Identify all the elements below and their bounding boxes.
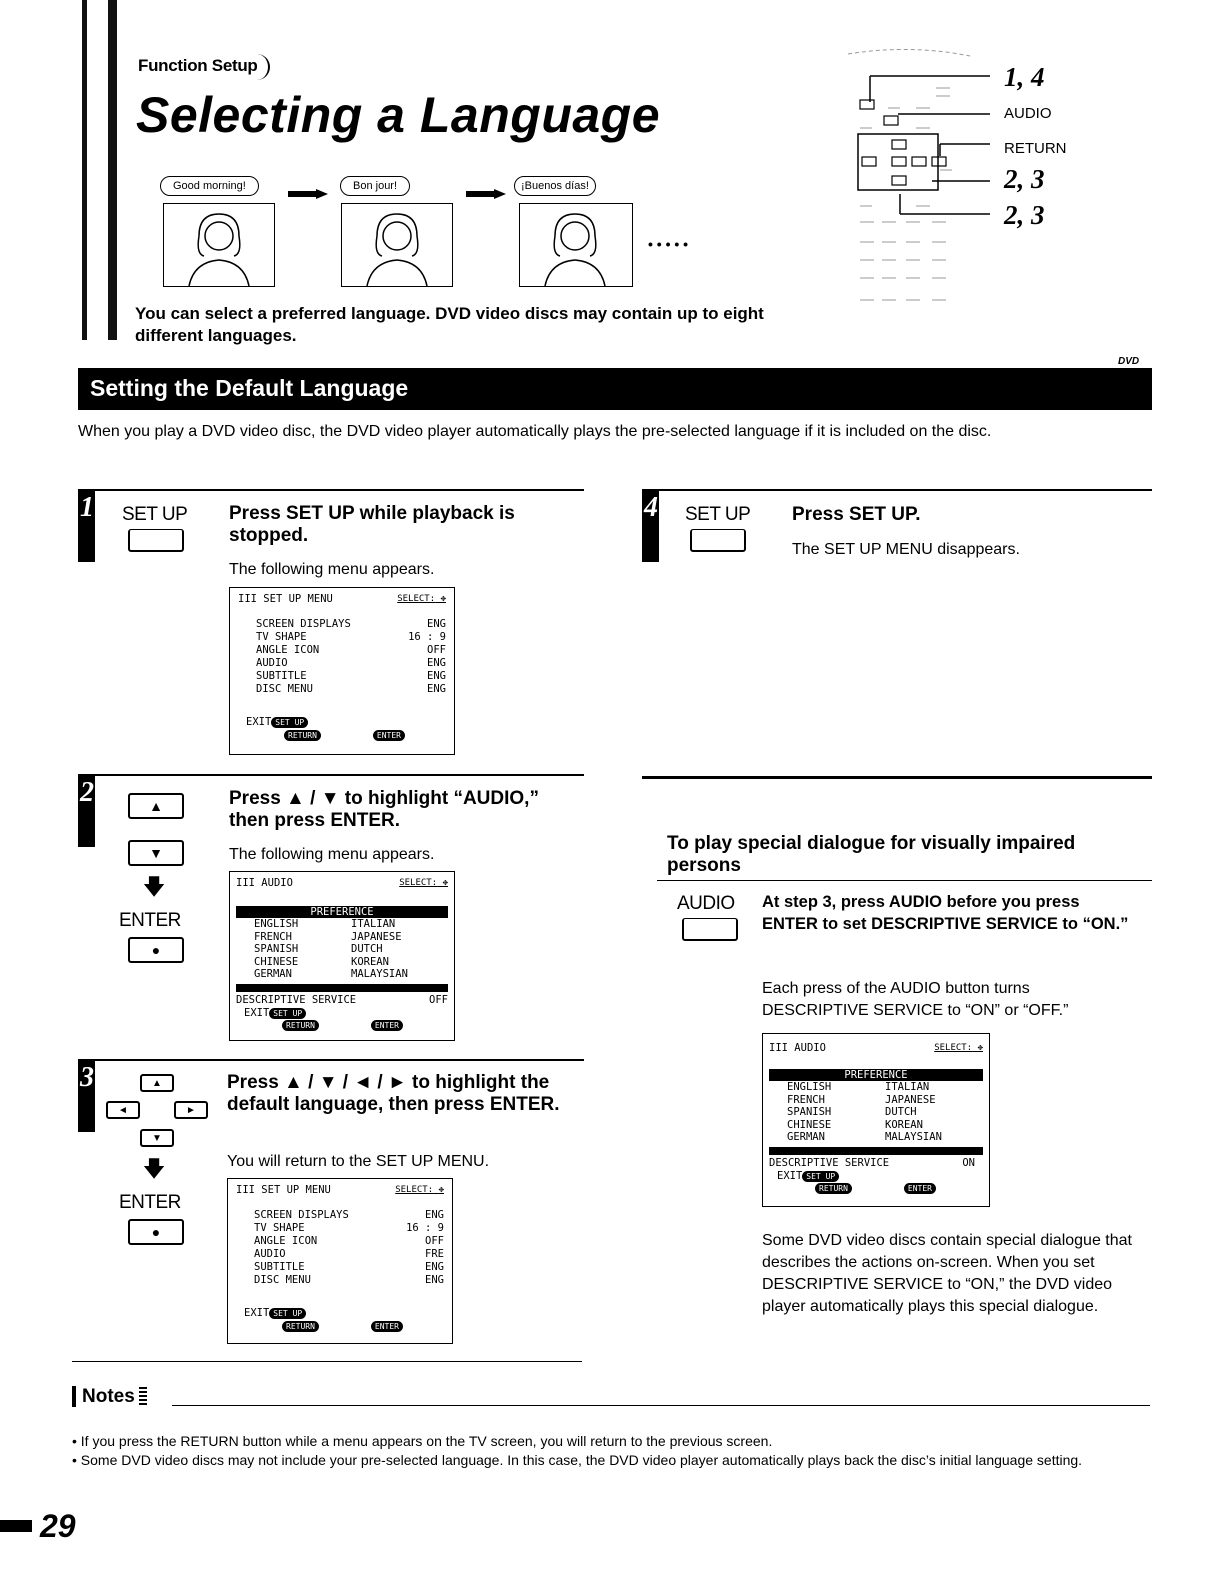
notes-divider [172,1405,1150,1406]
menu-title: SET UP MENU [261,1184,331,1196]
step-text: The following menu appears. [229,846,435,863]
enter-pill: ENTER [371,1321,403,1332]
menu-row [254,1209,444,1222]
menu-row [256,644,446,657]
descriptive-service-value: OFF [429,993,448,1006]
menu-row-value: ENG [427,683,446,695]
menu-row-value: ENG [427,670,446,682]
step-heading: Press SET UP. [792,504,921,525]
language-option: KOREAN [885,1118,923,1131]
arrow-down-icon: 🡇 [142,1156,166,1181]
language-option: ENGLISH [254,918,299,930]
page-title: Selecting a Language [136,87,661,143]
setup-menu-screen [229,587,455,755]
language-option: FRENCH [254,930,292,943]
down-button-icon: ▼ [128,840,184,866]
step-text: You will return to the SET UP MENU. [227,1153,490,1170]
menu-row-value: ENG [427,657,446,669]
divider [78,1059,584,1061]
language-option: ENGLISH [787,1081,832,1093]
enter-button-icon: ● [128,937,184,963]
language-option: GERMAN [254,968,292,980]
setup-pill: SET UP [269,1308,306,1319]
menu-row [254,1235,444,1248]
return-pill: RETURN [282,1321,319,1332]
menu-marker-icon: III [769,1042,788,1054]
menu-select-hint: SELECT: [395,1185,434,1195]
menu-exit-label: EXIT [246,716,272,728]
return-pill: RETURN [282,1020,319,1031]
cross-arrows-icon: ✥ [442,878,448,888]
kicker-bracket [256,54,270,80]
setup-button-label: SET UP [685,504,751,525]
cross-arrows-icon: ✥ [438,1185,444,1195]
menu-row [254,1222,444,1235]
menu-row-label: SUBTITLE [254,1261,305,1273]
audio-button-icon [682,918,738,941]
divider [78,774,584,776]
audio-button-label: AUDIO [677,893,735,914]
language-option: JAPANESE [351,930,402,943]
preference-header: PREFERENCE [769,1069,983,1081]
margin-bar [108,0,117,340]
up-button-icon: ▲ [140,1074,174,1092]
up-button-icon: ▲ [128,793,184,819]
menu-title: SET UP MENU [263,593,333,605]
setup-pill: SET UP [269,1008,306,1019]
intro-text: You can select a preferred language. DVD video discs may contain up to eight different languages. [135,304,764,345]
menu-select-hint: SELECT: [934,1043,973,1053]
menu-separator [236,984,448,992]
step-number: 2 [80,777,94,808]
menu-row-value: 16 : 9 [408,631,446,643]
subsection-heading: To play special dialogue for visually impaired persons [667,833,1076,876]
language-option: ITALIAN [351,918,396,930]
menu-marker-icon: III [236,1184,255,1196]
menu-row-label: ANGLE ICON [254,1235,318,1247]
remote-control-diagram [840,44,990,344]
menu-title: AUDIO [261,877,293,889]
remote-callout: 2, 3 [1004,200,1045,230]
margin-bar [82,0,87,340]
notes-list [72,1432,1132,1470]
language-option: KOREAN [351,955,389,968]
menu-row-label: DISC MENU [256,683,313,695]
step-number: 4 [644,492,658,523]
enter-pill: ENTER [373,730,405,741]
setup-pill: SET UP [802,1171,839,1182]
menu-marker-icon: III [238,593,257,605]
language-option: SPANISH [254,943,299,955]
notes-decoration [139,1387,147,1407]
special-text: Some DVD video discs contain special dialogue that describes the actions on-screen. When you set DESCRIPTIVE SERVICE to “ON,” the DVD video player automatically plays this special dialogue. [762,1232,1132,1315]
menu-row-value: ENG [425,1261,444,1273]
arrow-right-icon [466,186,506,196]
setup-button-label: SET UP [122,504,188,525]
remote-callout: RETURN [1004,140,1067,157]
remote-callout: 2, 3 [1004,164,1045,194]
down-button-icon: ▼ [140,1129,174,1147]
enter-pill: ENTER [371,1020,403,1031]
menu-row [256,631,446,644]
menu-row-label: DISC MENU [254,1274,311,1286]
page-number-bar [0,1520,32,1532]
divider [78,489,584,491]
enter-pill: ENTER [904,1183,936,1194]
language-option: FRENCH [787,1093,825,1106]
step-heading: Press ▲ / ▼ to highlight “AUDIO,” then press ENTER. [229,788,539,831]
arrow-right-icon [288,186,328,196]
person-illustration [519,203,633,287]
enter-button-icon: ● [128,1219,184,1245]
setup-pill: SET UP [271,717,308,728]
menu-row [256,670,446,683]
setup-menu-screen [227,1178,453,1344]
speech-bubble: Good morning! [160,176,259,194]
menu-row-label: SCREEN DISPLAYS [254,1209,349,1221]
ellipsis: • • • • • [648,236,689,252]
menu-row-label: TV SHAPE [254,1222,305,1234]
note-text: Some DVD video discs may not include your pre-selected language. In this case, the DVD video player automatically plays back the disc’s initial language setting. [80,1452,1083,1468]
enter-button-label: ENTER [119,910,181,931]
enter-button-label: ENTER [119,1192,181,1213]
language-option: DUTCH [885,1106,917,1118]
menu-row-value: ENG [425,1209,444,1221]
note-item: • If you press the RETURN button while a menu appears on the TV screen, you will return to the previous screen. [72,1433,773,1449]
right-button-icon: ► [174,1101,208,1119]
page-number: 29 [40,1508,76,1544]
step-text: The following menu appears. [229,561,435,578]
divider [72,1361,582,1362]
menu-exit-label: EXIT [244,1307,270,1319]
menu-row-value: FRE [425,1248,444,1260]
menu-row-label: AUDIO [256,657,288,669]
menu-marker-icon: III [236,877,255,889]
speech-bubble: ¡Buenos días! [514,176,596,194]
menu-exit-label: EXIT [777,1169,803,1182]
menu-title: AUDIO [794,1042,826,1054]
language-option: DUTCH [351,943,383,955]
menu-row-label: AUDIO [254,1248,286,1260]
menu-row-value: 16 : 9 [406,1222,444,1234]
menu-row [256,683,446,696]
notes-badge [72,1386,147,1408]
note-item: • Some DVD video discs may not include your pre-selected language. In this case, the DVD video player automatically plays back the disc’s initial language setting. [72,1452,1083,1468]
setup-button-icon [690,529,746,552]
remote-callout: 1, 4 [1004,62,1045,92]
return-pill: RETURN [284,730,321,741]
left-button-icon: ◄ [106,1101,140,1119]
return-pill: RETURN [815,1183,852,1194]
language-option: JAPANESE [885,1093,936,1106]
remote-callout: AUDIO [1004,105,1052,122]
language-option: MALAYSIAN [351,968,408,980]
step-heading: Press SET UP while playback is stopped. [229,503,515,546]
menu-row-label: SCREEN DISPLAYS [256,618,351,630]
menu-row [256,657,446,670]
notes-label: Notes [72,1386,135,1407]
special-text: Each press of the AUDIO button turns DESCRIPTIVE SERVICE to “ON” or “OFF.” [762,980,1069,1019]
menu-row-label: SUBTITLE [256,670,307,682]
step-text: The SET UP MENU disappears. [792,541,1020,558]
cross-arrows-icon: ✥ [977,1043,983,1053]
arrow-down-icon: 🡇 [142,874,166,899]
menu-row-value: OFF [427,644,446,656]
setup-button-icon [128,529,184,552]
language-option: SPANISH [787,1106,832,1118]
menu-row-label: TV SHAPE [256,631,307,643]
menu-separator [769,1147,983,1155]
descriptive-service-value: ON [962,1156,975,1169]
menu-select-hint: SELECT: [397,594,436,604]
menu-select-hint: SELECT: [399,878,438,888]
descriptive-service-label: DESCRIPTIVE SERVICE [769,1156,890,1169]
section-kicker: Function Setup [138,56,258,75]
menu-row-label: ANGLE ICON [256,644,320,656]
menu-row [254,1248,444,1261]
menu-row-value: ENG [427,618,446,630]
person-illustration [163,203,275,287]
person-illustration [341,203,453,287]
audio-menu-screen [762,1033,990,1207]
divider [642,489,1152,491]
dvd-tag: DVD [1118,356,1140,367]
step-number: 1 [80,492,94,523]
preference-header: PREFERENCE [236,906,448,918]
menu-row-value: OFF [425,1235,444,1247]
speech-bubble: Bon jour! [340,176,410,194]
language-option: CHINESE [254,955,299,968]
section-lead: When you play a DVD video disc, the DVD video player automatically plays the pre-selected language if it is included on the disc. [78,423,992,440]
language-option: GERMAN [787,1131,825,1143]
step-number: 3 [80,1062,94,1093]
step-heading: Press ▲ / ▼ / ◄ / ► to highlight the default language, then press ENTER. [227,1072,560,1115]
special-instruction: At step 3, press AUDIO before you press ENTER to set DESCRIPTIVE SERVICE to “ON.” [762,893,1129,933]
note-text: If you press the RETURN button while a menu appears on the TV screen, you will return to the previous screen. [80,1433,773,1449]
cross-arrows-icon: ✥ [440,594,446,604]
menu-row [254,1261,444,1274]
menu-row [254,1274,444,1287]
descriptive-service-label: DESCRIPTIVE SERVICE [236,993,357,1006]
language-option: ITALIAN [885,1081,930,1093]
section-title: Setting the Default Language [90,375,409,401]
menu-exit-label: EXIT [244,1006,270,1019]
menu-row-value: ENG [425,1274,444,1286]
language-option: MALAYSIAN [885,1131,942,1143]
language-option: CHINESE [787,1118,832,1131]
menu-row [256,618,446,631]
audio-menu-screen [229,871,455,1041]
divider [657,880,1152,881]
divider [642,776,1152,779]
